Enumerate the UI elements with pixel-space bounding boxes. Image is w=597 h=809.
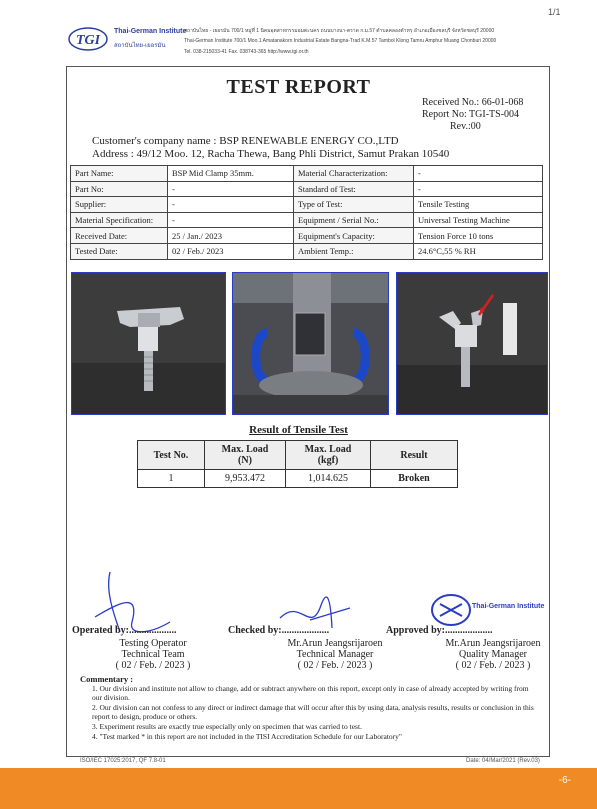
info-table bbox=[70, 165, 543, 260]
operator-date: ( 02 / Feb. / 2023 ) bbox=[115, 660, 191, 671]
results-title: Result of Tensile Test bbox=[249, 424, 348, 436]
broken-specimen-photo bbox=[396, 272, 548, 415]
commentary-note: 4. "Test marked * in this report are not included in the TISI Accreditation Schedule for our Laboratory" bbox=[92, 732, 402, 741]
results-header-row bbox=[138, 441, 458, 470]
checker-name: Mr.Arun Jeangsrijaroen bbox=[287, 638, 383, 649]
cell-test-no: 1 bbox=[138, 470, 205, 488]
report-no: Report No: TGI-TS-004 bbox=[422, 109, 520, 120]
test-machine-photo bbox=[232, 272, 389, 415]
cell-max-load-n: 9,953.472 bbox=[205, 470, 286, 488]
approver-title: Quality Manager bbox=[458, 649, 528, 660]
commentary-note: 3. Experiment results are exactly true especially only on specimen that was carried to test. bbox=[92, 722, 362, 731]
received-no: Received No.: 66-01-068 bbox=[422, 97, 524, 108]
operator-title: Testing Operator bbox=[119, 638, 187, 649]
info-row: Part No: - Standard of Test: - bbox=[71, 181, 543, 197]
table-row bbox=[138, 470, 458, 488]
info-row: Tested Date: 02 / Feb./ 2023 Ambient Temp.: 24.6°C,55 % RH bbox=[71, 243, 543, 259]
page-label: -6- bbox=[558, 775, 571, 786]
approved-by-label: Approved by:................... bbox=[386, 625, 493, 636]
col-header: Max. Load (N) bbox=[205, 441, 286, 470]
operator-team: Technical Team bbox=[121, 649, 185, 660]
checker-title: Technical Manager bbox=[296, 649, 374, 660]
col-header: Result bbox=[371, 441, 458, 470]
header-address-th: สถาบันไทย - เยอรมัน 700/1 หมู่ที่ 1 นิคมอุตสาหกรรมอมตะนคร ถนนบางนา-ตราด ก.ม.57 ตำบลคลองตำหรุ อำเภอเมืองชลบุรี จังหวัดชลบุรี 20000 bbox=[184, 28, 495, 34]
tgi-logo-icon bbox=[68, 26, 108, 52]
col-header: Test No. bbox=[138, 441, 205, 470]
revision: Rev.:00 bbox=[450, 121, 481, 132]
specimen-photo bbox=[71, 272, 226, 415]
commentary-note: 2. Our division can not confess to any direct or indirect damage that will occur after this by using data, analysis results, results or conclusion in this report to design, produce or others. bbox=[92, 703, 534, 721]
form-date: Date: 04/Mar/2021 (Rev.03) bbox=[466, 758, 540, 764]
institute-stamp-icon bbox=[430, 592, 472, 628]
form-number: ISO/IEC 17025:2017, QF 7.8-01 bbox=[80, 758, 166, 764]
header-contact: Tel. 038-215033-41 Fax. 038743-365 http://www.tgi.or.th bbox=[184, 49, 309, 55]
approver-date: ( 02 / Feb. / 2023 ) bbox=[455, 660, 531, 671]
cell-max-load-kgf: 1,014.625 bbox=[286, 470, 371, 488]
info-row: Material Specification: - Equipment / Serial No.: Universal Testing Machine bbox=[71, 212, 543, 228]
footer-band bbox=[0, 768, 597, 809]
info-row: Received Date: 25 / Jan./ 2023 Equipment's Capacity: Tension Force 10 tons bbox=[71, 228, 543, 244]
checked-by-label: Checked by:................... bbox=[228, 625, 330, 636]
page-counter: 1/1 bbox=[548, 7, 561, 17]
report-title: TEST REPORT bbox=[226, 76, 371, 98]
operated-by-label: Operated by:................... bbox=[72, 625, 177, 636]
customer-name: Customer's company name : BSP RENEWABLE ENERGY CO.,LTD bbox=[92, 135, 399, 147]
logo-text: TGI bbox=[75, 33, 101, 48]
approver-name: Mr.Arun Jeangsrijaroen bbox=[445, 638, 541, 649]
info-row: Part Name: BSP Mid Clamp 35mm. Material Characterization: - bbox=[71, 166, 543, 182]
col-header: Max. Load (kgf) bbox=[286, 441, 371, 470]
info-row: Supplier: - Type of Test: Tensile Testing bbox=[71, 197, 543, 213]
stamp-text: Thai-German Institute bbox=[472, 603, 545, 610]
commentary-title: Commentary : bbox=[80, 674, 134, 684]
commentary-note: 1. Our division and institute not allow to change, add or subtract anywhere on this report, except only in case of already accepted by writing from our division. bbox=[92, 684, 529, 702]
header-address-en: Thai-German Institute 700/1 Moo.1 Amatanakorn Industrial Estate Bangna-Trad K.M.57 Tambol Klong Tamru Amphur Muang Chonburi 20000 bbox=[184, 38, 497, 44]
customer-address: Address : 49/12 Moo. 12, Racha Thewa, Bang Phli District, Samut Prakan 10540 bbox=[92, 148, 450, 160]
checker-date: ( 02 / Feb. / 2023 ) bbox=[297, 660, 373, 671]
institute-name-en: Thai-German Institute bbox=[114, 28, 187, 35]
cell-result: Broken bbox=[371, 470, 458, 488]
results-table bbox=[137, 440, 458, 488]
institute-name-th: สถาบันไทย-เยอรมัน bbox=[114, 43, 166, 49]
